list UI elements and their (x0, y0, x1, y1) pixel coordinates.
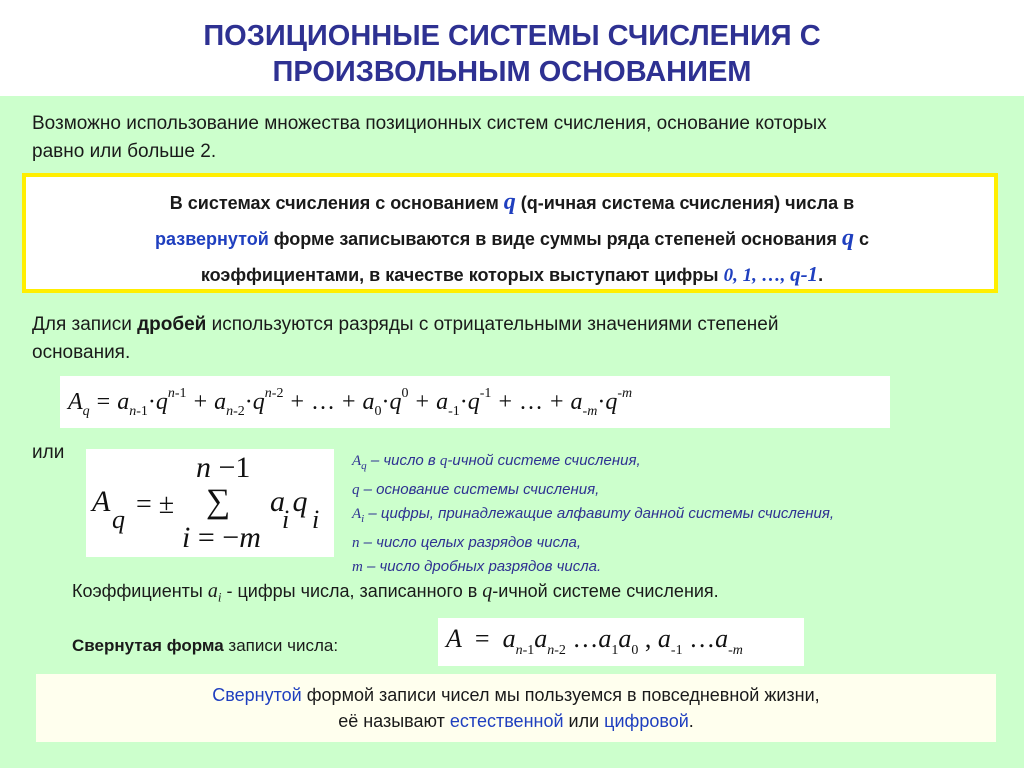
legend-item (352, 478, 1012, 502)
q-minus-1: q-1 (790, 262, 819, 286)
legend-text: – цифры, принадлежащие алфавиту данной системы счисления, (364, 505, 835, 522)
bottom-text-1: формой записи чисел мы пользуемся в повседневной жизни, (301, 685, 820, 705)
legend-subscript: q (361, 460, 367, 472)
legend-text: – число дробных разрядов числа. (362, 558, 602, 575)
compact-expression: $A = a_{n-1}a_{n-2}$ $\dots a_1a_0$ , $a_{-1}$ $\dots a_{-m}$ (446, 624, 743, 658)
compact-bold: Свернутая форма (72, 636, 224, 655)
digits-list: 0, 1, …, (723, 265, 791, 286)
legend-text: -ичной системе счисления, (447, 452, 641, 469)
compact-form-formula (438, 618, 804, 666)
definition-part-5: коэффициентами, в качестве которых выступают цифры (200, 265, 724, 285)
legend-item (352, 449, 1012, 478)
legend-subscript: i (361, 513, 365, 525)
coefficients-pre: Коэффициенты (72, 581, 208, 601)
coefficient-symbol: a (207, 580, 218, 602)
coefficients-mid: - цифры числа, записанного в (221, 581, 483, 601)
sum-term-subscript: i (282, 505, 290, 534)
coefficients-paragraph (72, 580, 972, 606)
legend-symbol: A (352, 506, 362, 522)
legend-symbol: q (439, 453, 448, 469)
definition-box (22, 173, 998, 293)
definition-part-3: форме записываются в виде суммы ряда степеней основания (268, 229, 842, 249)
symbol-legend (352, 449, 1012, 579)
fractions-pre: Для записи (32, 314, 138, 335)
fractions-paragraph (32, 311, 992, 367)
sum-term-exponent: i (312, 505, 320, 534)
bottom-text-4: . (688, 711, 694, 731)
everyday-line-2 (36, 708, 996, 734)
coefficient-subscript: i (217, 589, 222, 605)
sigma-symbol: ∑ (206, 483, 231, 520)
everyday-line-1 (36, 682, 996, 708)
definition-line-1 (40, 185, 984, 221)
definition-text (40, 185, 984, 293)
definition-end: . (818, 265, 824, 285)
expanded-form-formula (60, 376, 890, 428)
legend-symbol: n (352, 535, 360, 551)
sum-lower-limit: i = −m (182, 521, 261, 554)
coefficient-q: q (482, 580, 493, 602)
natural-word: естественной (449, 711, 564, 731)
legend-symbol: A (352, 453, 362, 469)
fractions-bold: дробей (137, 314, 207, 335)
legend-symbol: m (352, 559, 363, 575)
fractions-post: используются разряды с отрицательными значениями степеней (206, 314, 779, 335)
intro-line-2: равно или больше 2. (32, 141, 217, 162)
formula-expression: $A_q = a_{n-1}\cdot q^{n-1} + a_{n-2}\cdot q^{n-2}$ + … + $a_0\cdot q^0 + a_{-1}\cdot q^{-1}$ + … + $a_{-m}\cdot q^{-m}$ (68, 386, 633, 419)
legend-text: – число целых разрядов числа, (359, 534, 582, 551)
fractions-line-1 (32, 311, 992, 339)
slide-title (60, 18, 964, 90)
legend-item (352, 555, 1012, 579)
definition-line-2 (40, 221, 984, 257)
everyday-note-box (36, 674, 996, 742)
q-symbol: q (503, 189, 516, 215)
title-line-2: ПРОИЗВОЛЬНЫМ ОСНОВАНИЕМ (272, 56, 752, 88)
bottom-text-3: или (563, 711, 605, 731)
title-area (0, 0, 1024, 96)
legend-item (352, 502, 1012, 531)
coefficients-post: -ичной системе счисления. (492, 581, 719, 601)
bottom-text-2: её называют (338, 711, 450, 731)
intro-paragraph (32, 110, 992, 166)
definition-part-2: (q-ичная система счисления) числа в (515, 193, 855, 213)
everyday-note-text (36, 682, 996, 734)
definition-line-3 (40, 257, 984, 293)
sum-lhs-subscript: q (112, 505, 125, 534)
q-symbol: q (841, 225, 854, 251)
fractions-line-2: основания. (32, 342, 131, 363)
definition-part-1: В системах счисления с основанием (169, 193, 504, 213)
definition-part-4: с (853, 229, 869, 249)
legend-text: – число в (366, 452, 440, 469)
expanded-word: развернутой (155, 229, 269, 249)
intro-line-1: Возможно использование множества позиционных систем счисления, основание которых (32, 113, 827, 134)
legend-item (352, 531, 1012, 555)
compact-form-label (72, 636, 338, 656)
legend-text: – основание системы счисления, (359, 481, 600, 498)
or-label: или (32, 442, 65, 463)
digital-word: цифровой (604, 711, 689, 731)
sum-upper-limit: n −1 (196, 451, 251, 484)
compact-rest: записи числа: (223, 636, 339, 655)
sum-formula (86, 449, 334, 557)
sum-term: a q (270, 485, 308, 518)
legend-symbol: q (352, 482, 360, 498)
equals-plusminus: = ± (136, 489, 175, 520)
collapsed-word: Свернутой (212, 685, 302, 705)
sum-lhs: A (92, 485, 111, 518)
title-line-1: ПОЗИЦИОННЫЕ СИСТЕМЫ СЧИСЛЕНИЯ С (203, 20, 821, 52)
